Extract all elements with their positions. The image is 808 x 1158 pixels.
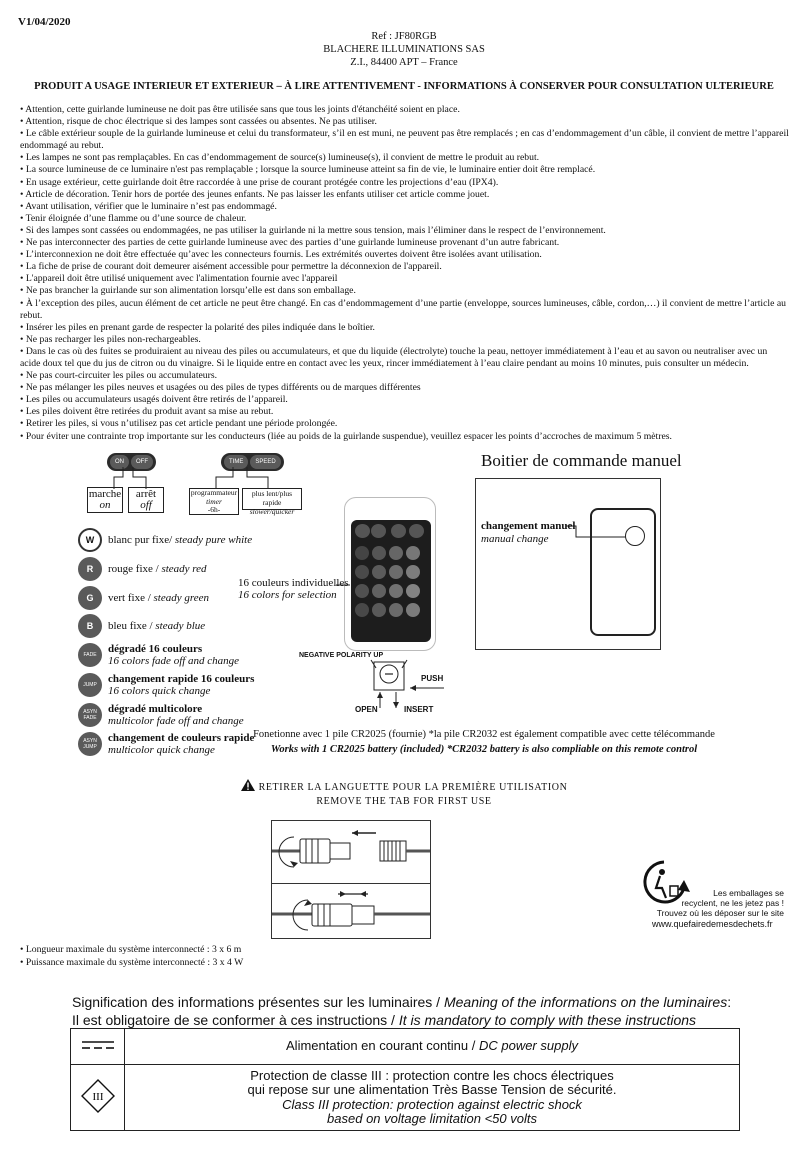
warning-item: • Ne pas brancher la guirlande sur son alimentation lorsqu’elle est dans son emballage. — [20, 285, 356, 297]
company-name: BLACHERE ILLUMINATIONS SAS — [323, 44, 485, 55]
mode-key-icon: W — [78, 528, 102, 552]
warning-item: • L’interconnexion ne doit être effectuée qu’avec les connecteurs fournis. Les extrémités ouvertes doivent être isolées avant utilisation. — [20, 249, 542, 261]
symbols-table — [70, 1028, 740, 1131]
push-label: PUSH — [421, 674, 444, 683]
remote-off-key — [371, 524, 386, 538]
mode-label: vert fixe / steady green — [108, 592, 210, 604]
color-key — [355, 546, 369, 560]
warning-triangle-icon — [241, 779, 255, 795]
color-key — [372, 603, 386, 617]
color-key — [372, 584, 386, 598]
on-button-icon: ON — [110, 455, 129, 469]
warning-item: • Attention, cette guirlande lumineuse ne doit pas être utilisée sans que tous les joints d'étanchéité soient en place. — [20, 104, 460, 115]
mode-key-icon: ASYN FADE — [78, 703, 102, 727]
warning-item: • Si des lampes sont cassées ou endommagées, ne pas utiliser la guirlande ni la mettre sous tension, mais l’éliminer dans le respect de l’environnement. — [20, 224, 606, 236]
table-row — [71, 1065, 740, 1131]
mode-label: rouge fixe / steady red — [108, 563, 207, 575]
warning-item: • Ne pas interconnecter des parties de cette guirlande lumineuse avec des parties d’une guirlande lumineuse provenant d’un autre fabricant. — [20, 237, 560, 249]
recycle-notice: Les emballages se recyclent, ne les jetez pas ! Trouvez où les déposer sur le site — [656, 888, 784, 918]
mode-label: changement rapide 16 couleurs 16 colors quick change — [108, 673, 255, 697]
arret-label: arrêt off — [128, 487, 164, 513]
tab-notice: RETIRER LA LANGUETTE POUR LA PREMIÈRE UTILISATION REMOVE THE TAB FOR FIRST USE — [0, 779, 808, 808]
reference: Ref : JF80RGB — [371, 31, 437, 42]
manual-change-label: changement manuel manual change — [481, 520, 576, 545]
class-iii-symbol-icon — [71, 1065, 125, 1131]
warning-item: • Attention, risque de choc électrique si des lampes sont cassées ou absentes. Ne pas utiliser. — [20, 116, 377, 128]
mode-key-icon: G — [78, 586, 102, 610]
color-key — [372, 546, 386, 560]
mode-row — [78, 643, 239, 667]
warning-item: • Dans le cas où des fuites se produiraient au niveau des piles ou accumulateurs, et que du liquide (électrolyte) touche la peau, nettoyer immédiatement à l’eau et au savon ou neutraliser avec un acide doux tel que du jus de citron ou du vinaigre. Si le liquide entre en contact avec les yeux, rincer immédiatement à l’eau claire pendant au moins 10 minutes, puis consulter un médecin. — [20, 345, 768, 369]
insert-label: INSERT — [404, 705, 434, 714]
open-label: OPEN — [355, 705, 378, 714]
recycle-url[interactable]: www.quefairedemesdechets.fr — [652, 919, 773, 929]
remote-control — [344, 497, 436, 651]
table-row — [71, 1029, 740, 1065]
color-key — [406, 565, 420, 579]
warning-item: • Les piles ou accumulateurs usagés doivent être retirés de l’appareil. — [20, 394, 288, 406]
mode-row — [78, 528, 252, 552]
mode-label: blanc pur fixe/ steady pure white — [108, 534, 253, 546]
system-specs — [20, 944, 243, 969]
warning-item: • Tenir éloignée d’une flamme ou d’une source de chaleur. — [20, 212, 247, 224]
warning-item: • Ne pas recharger les piles non-rechargeables. — [20, 333, 201, 345]
warning-item: • Les lampes ne sont pas remplaçables. En cas d’endommagement de source(s) lumineuse(s), il convient de mettre le produit au rebut. — [20, 152, 540, 164]
color-key — [389, 603, 403, 617]
mode-key-icon: FADE — [78, 643, 102, 667]
warning-item: • En usage extérieur, cette guirlande doit être raccordée à une prise de courant protégée contre les projections d’eau (IPX4). — [20, 176, 499, 188]
color-key — [406, 546, 420, 560]
dc-power-description: Alimentation en courant continu / DC power supply — [125, 1029, 740, 1065]
signification-heading: Signification des informations présentes sur les luminaires / Meaning of the informations on the luminaires: Il est obligatoire de se conformer à ces instructions / It is mandatory to comply with these instructions — [72, 994, 732, 1028]
warning-item: • Pour éviter une contrainte trop importante sur les conducteurs (liée au poids de la guirlande suspendue), veuillez espacer les points d’accroches de maximum 5 mètres. — [20, 430, 672, 442]
warning-item: • Insérer les piles en prenant garde de respecter la polarité des piles indiquée dans le boîtier. — [20, 321, 375, 333]
warnings-list — [20, 104, 790, 443]
remote-speed-key — [409, 524, 424, 538]
mode-row — [78, 673, 254, 697]
color-key — [406, 603, 420, 617]
mode-key-icon: R — [78, 557, 102, 581]
remote-keypad — [351, 520, 431, 642]
off-button-icon: OFF — [131, 455, 153, 469]
warning-item: • La fiche de prise de courant doit demeurer aisément accessible pour permettre la déconnexion de l'appareil. — [20, 261, 442, 273]
version-label: V1/04/2020 — [18, 16, 71, 28]
color-key — [355, 584, 369, 598]
programmateur-label: programmateur timer -6h- — [190, 488, 238, 514]
mode-label: dégradé multicolore multicolor fade off and change — [108, 703, 244, 727]
class-iii-description: Protection de classe III : protection contre les chocs électriques qui repose sur une alimentation Très Basse Tension de sécurité. Class III protection: protection against electric shock based on voltage limitation <50 volts — [125, 1065, 740, 1131]
connector-disconnected-diagram — [271, 820, 431, 884]
mode-row — [78, 586, 209, 610]
color-key — [389, 584, 403, 598]
warning-item: • L'appareil doit être utilisé uniquement avec l'alimentation fournie avec l'appareil — [20, 273, 338, 285]
mode-row — [78, 557, 207, 581]
color-key — [355, 603, 369, 617]
page-title: PRODUIT A USAGE INTERIEUR ET EXTERIEUR – À LIRE ATTENTIVEMENT - INFORMATIONS À CONSERVER POUR CONSULTATION ULTERIEURE — [34, 81, 774, 92]
mode-label: bleu fixe / steady blue — [108, 620, 206, 632]
sixteen-colors-label: 16 couleurs individuelles 16 colors for selection — [238, 577, 349, 601]
header-block — [0, 30, 808, 69]
negative-polarity-label: NEGATIVE POLARITY UP — [299, 652, 384, 659]
time-button-icon: TIME — [224, 455, 248, 469]
warning-item: • À l’exception des piles, aucun élément de cet article ne peut être changé. En cas d’endommagement d’une partie (enveloppe, sources lumineuses, câble, cordon,…) il convient de mettre l’article au rebut. — [20, 297, 786, 321]
remote-on-key — [355, 524, 370, 538]
mode-key-icon: JUMP — [78, 673, 102, 697]
mode-label: changement de couleurs rapide multicolor quick change — [108, 732, 255, 756]
mode-key-icon: ASYN JUMP — [78, 732, 102, 756]
battery-info-en: Works with 1 CR2025 battery (included) *CR2032 battery is also compliable on this remote control — [270, 744, 698, 755]
color-key — [355, 565, 369, 579]
manual-change-button-icon — [625, 526, 645, 546]
warning-item: • Avant utilisation, vérifier que le luminaire n’est pas endommagé. — [20, 200, 277, 212]
color-key — [406, 584, 420, 598]
connector-connected-diagram — [271, 883, 431, 939]
warning-item: • La source lumineuse de ce luminaire n'est pas remplaçable ; lorsque la source lumineuse atteint sa fin de vie, le luminaire entier doit être remplacé. — [20, 164, 596, 176]
mode-row — [78, 614, 205, 638]
speed-label: plus lent/plus rapide slower/quicker — [242, 488, 302, 510]
color-key — [389, 546, 403, 560]
max-power: • Puissance maximale du système interconnecté : 3 x 4 W — [20, 956, 244, 968]
max-length: • Longueur maximale du système interconnecté : 3 x 6 m — [20, 944, 242, 955]
mode-row — [78, 703, 244, 727]
boitier-title: Boitier de commande manuel — [481, 451, 682, 470]
color-key — [372, 565, 386, 579]
warning-item: • Les piles doivent être retirées du produit avant sa mise au rebut. — [20, 406, 274, 418]
warning-item: • Ne pas court-circuiter les piles ou accumulateurs. — [20, 370, 218, 382]
dc-symbol-icon — [71, 1029, 125, 1065]
warning-item: • Article de décoration. Tenir hors de portée des jeunes enfants. Ne pas laisser les enfants utiliser cet article comme jouet. — [20, 188, 490, 200]
warning-item: • Retirer les piles, si vous n’utilisez pas cet article pendant une période prolongée. — [20, 418, 338, 430]
mode-label: dégradé 16 couleurs 16 colors fade off and change — [108, 643, 240, 667]
mode-key-icon: B — [78, 614, 102, 638]
warning-item: • Ne pas mélanger les piles neuves et usagées ou des piles de types différents ou de marques différentes — [20, 382, 421, 394]
battery-info-fr: Fonetionne avec 1 pile CR2025 (fournie) *la pile CR2032 est également compatible avec cette télécommande — [253, 729, 715, 740]
svg-text:III: III — [92, 1090, 103, 1103]
remote-time-key — [391, 524, 406, 538]
marche-label: marche on — [88, 488, 122, 511]
company-address: Z.I., 84400 APT – France — [350, 57, 458, 68]
color-key — [389, 565, 403, 579]
warning-item: • Le câble extérieur souple de la guirlande lumineuse et celui du transformateur, s’il en est muni, ne peuvent pas être remplacés ; en cas d’endommagement d’un câble, il convient de mettre l’appareil endommagé au rebut. — [20, 128, 789, 152]
speed-button-icon: SPEED — [250, 455, 280, 469]
